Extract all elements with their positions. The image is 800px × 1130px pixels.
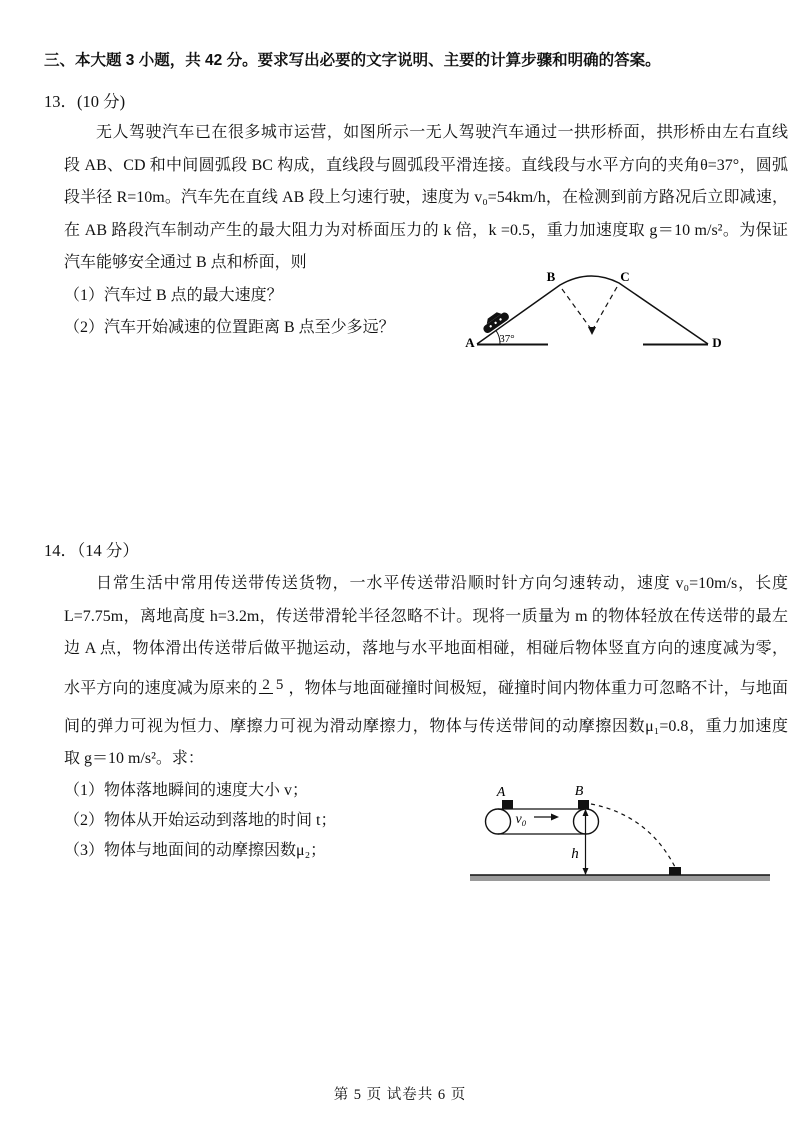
q14-line: L=7.75m，离地高度 h=3.2m，传送带滑轮半径忽略不计。现将一质量为 m 的物体轻放在传送带的最左	[64, 607, 788, 625]
bridge-label-c: C	[620, 269, 630, 284]
q13-line: 段半径 R=10m。汽车先在直线 AB 段上匀速行驶，速度为 v₀=54km/h，在检测到前方路况后立即减速，	[64, 189, 788, 206]
q13-number: 13．(10 分)	[44, 92, 126, 111]
bridge-diagram	[458, 258, 776, 358]
dashed-radius-lines	[562, 287, 617, 335]
fraction-two-fifths	[259, 678, 286, 694]
q14-fraction-line	[64, 666, 788, 711]
landed-block	[669, 867, 681, 875]
q13-item-2: （2）汽车开始减速的位置距离 B 点至少多远？	[64, 319, 395, 336]
q13-item-1: （1）汽车过 B 点的最大速度？	[64, 286, 283, 304]
q14-line: 间的弹力可视为恒力、摩擦力可视为滑动摩擦力，物体与传送带间的动摩擦因数μ₁=0.8，重力加速度	[64, 717, 788, 735]
block-at-a	[502, 800, 513, 809]
q14-item-3: （3）物体与地面间的动摩擦因数μ₂；	[64, 841, 327, 859]
belt-speed-label: v₀	[515, 812, 527, 827]
bridge-label-b: B	[546, 269, 556, 284]
fraction-line-before: 水平方向的速度减为原来的	[64, 679, 258, 697]
q13-line: 段 AB、CD 和中间圆弧段 BC 构成，直线段与圆弧段平滑连接。直线段与水平方向的夹角θ=37°，圆弧	[64, 156, 788, 174]
section-header: 三、本大题 3 小题，共 42 分。要求写出必要的文字说明、主要的计算步骤和明确的答案。	[44, 52, 661, 69]
q14-item-1: （1）物体落地瞬间的速度大小 v；	[64, 781, 309, 799]
ground	[470, 875, 770, 881]
conveyor-diagram	[462, 782, 774, 888]
conveyor-label-b: B	[574, 784, 584, 799]
projectile-trajectory	[591, 804, 675, 867]
belt-speed-arrow	[534, 814, 559, 821]
q13-line: 无人驾驶汽车已在很多城市运营，如图所示一无人驾驶汽车通过一拱形桥面，拱形桥由左右直线	[96, 124, 788, 141]
q14-number: 14．（14 分）	[44, 541, 139, 560]
page-footer: 第 5 页 试卷共 6 页	[333, 1087, 467, 1103]
left-pulley	[486, 809, 511, 834]
conveyor-label-a: A	[496, 785, 506, 800]
block-at-b	[578, 800, 589, 809]
q13-line: 在 AB 路段汽车制动产生的最大阻力为对桥面压力的 k 倍，k =0.5，重力加速度取 g＝10 m/s²。为保证	[64, 221, 788, 239]
q13-line: 汽车能够安全通过 B 点和桥面，则	[64, 254, 307, 271]
fraction-line-after: ，物体与地面碰撞时间极短，碰撞时间内物体重力可忽略不计，与地面	[288, 679, 788, 697]
q14-item-2: （2）物体从开始运动到落地的时间 t；	[64, 811, 337, 829]
fraction-numerator: 2	[259, 677, 273, 694]
q14-line: 边 A 点，物体滑出传送带后做平抛运动，落地与水平地面相碰，相碰后物体竖直方向的速度减为零，	[64, 640, 788, 657]
fraction-denominator: 5	[275, 676, 284, 693]
q14-line: 取 g＝10 m/s²。求：	[64, 750, 204, 767]
bridge-label-d: D	[712, 335, 722, 350]
height-label: h	[571, 846, 579, 862]
q14-line: 日常生活中常用传送带传送货物，一水平传送带沿顺时针方向匀速转动，速度 v₀=10m/s，长度	[96, 575, 788, 592]
bridge-label-a: A	[465, 335, 475, 350]
bridge-angle-label: 37°	[499, 333, 515, 345]
height-arrow	[583, 809, 589, 875]
